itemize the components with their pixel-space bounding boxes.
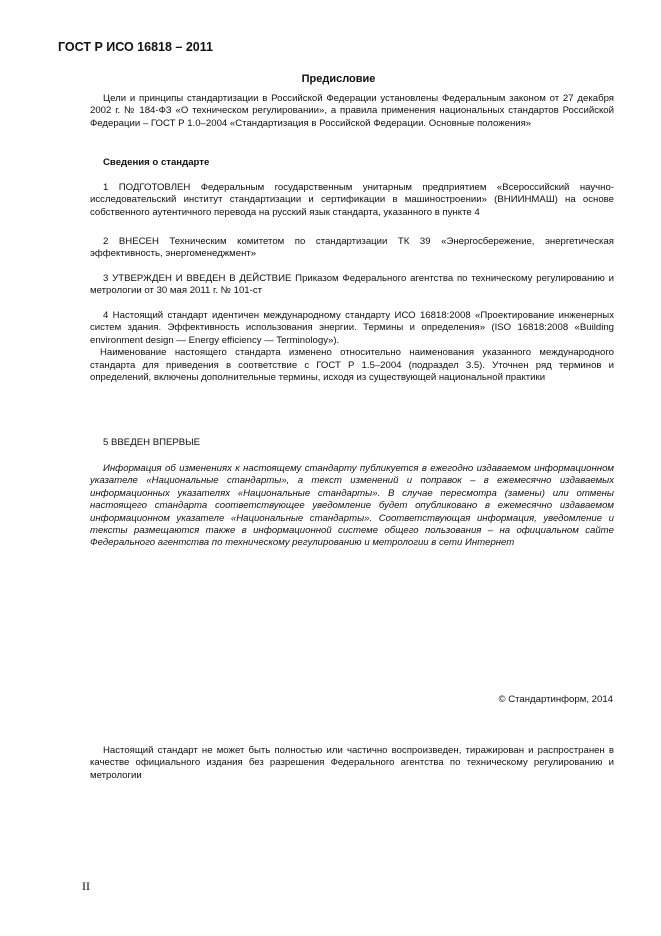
changes-notice: Информация об изменениях к настоящему стандарту публикуется в ежегодно издаваемом информационном указателе «Национальные стандарты», а текст изменений и поправок – в ежемесячно издаваемых информационных указателях «Национальные стандарты». В случае пересмотра (замены) или отмены настоящего стандарта соответствующее уведомление будет опубликовано в ежемесячно издаваемом информационном указателе «Национальные стандарты». Соответствующая информация, уведомление и тексты размещаются также в информационной системе общего пользования – на официальном сайте Федерального агентства по техническому регулированию и метрологии в сети Интернет — [90, 463, 614, 549]
page-number: II — [82, 879, 90, 893]
info-item-2: 2 ВНЕСЕН Техническим комитетом по стандартизации ТК 39 «Энергосбережение, энергетическая эффективность, энергоменеджмент» — [90, 236, 614, 260]
reproduction-notice-block — [90, 745, 614, 782]
info-item-2-block — [90, 236, 614, 261]
preface-title: Предисловие — [301, 73, 376, 85]
reproduction-notice: Настоящий стандарт не может быть полностью или частично воспроизведен, тиражирован и распространен в качестве официального издания без разрешения Федерального агентства по техническому регулированию и метрологии — [90, 745, 614, 781]
standard-info-heading: Сведения о стандарте — [103, 157, 210, 168]
document-code-header: ГОСТ Р ИСО 16818 – 2011 — [58, 40, 213, 54]
info-item-4-block — [90, 310, 614, 384]
copyright-notice: © Стандартинформ, 2014 — [498, 694, 613, 705]
info-item-3: 3 УТВЕРЖДЕН И ВВЕДЕН В ДЕЙСТВИЕ Приказом Федерального агентства по техническому регулированию и метрологии от 30 мая 2011 г. № 101-ст — [90, 273, 614, 297]
info-item-4: 4 Настоящий стандарт идентичен международному стандарту ИСО 16818:2008 «Проектирование инженерных систем здания. Эффективность использования энергии. Термины и определения» (ISO 16818:2008 «Building environment design — Energy efficiency — Terminology»). — [90, 310, 614, 346]
preface-intro-block — [90, 93, 614, 130]
info-item-1: 1 ПОДГОТОВЛЕН Федеральным государственным унитарным предприятием «Всероссийский научно-исследовательский институт стандартизации и сертификации в машиностроении» (ВНИИНМАШ) на основе собственного аутентичного перевода на русский язык стандарта, указанного в пункте 4 — [90, 182, 614, 218]
preface-intro-paragraph: Цели и принципы стандартизации в Российской Федерации установлены Федеральным законом от 27 декабря 2002 г. № 184-ФЗ «О техническом регулировании», а правила применения национальных стандартов Российской Федерации – ГОСТ Р 1.0–2004 «Стандартизация в Российской Федерации. Основные положения» — [90, 93, 614, 129]
changes-notice-block — [90, 463, 614, 550]
info-item-3-block — [90, 273, 614, 298]
info-item-5: 5 ВВЕДЕН ВПЕРВЫЕ — [103, 437, 201, 448]
info-item-1-block — [90, 182, 614, 219]
info-item-5-block — [90, 437, 614, 449]
info-item-4-note: Наименование настоящего стандарта изменено относительно наименования указанного международного стандарта для приведения в соответствие с ГОСТ Р 1.5–2004 (подраздел 3.5). Уточнен ряд терминов и определений, включены дополнительные термины, исходя из существующей национальной практики — [90, 347, 614, 384]
